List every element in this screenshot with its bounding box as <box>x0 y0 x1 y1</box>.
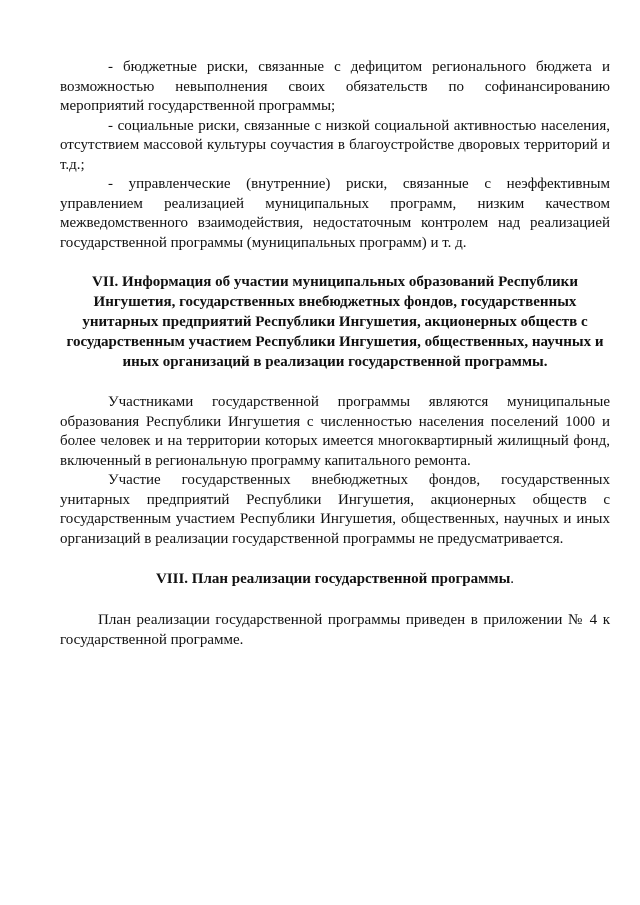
section-viii-heading <box>60 569 610 589</box>
section-vii-paragraph-participants: Участниками государственной программы являются муниципальные образования Республики Ингушетия с численностью населения поселений 1000 и более человек и на территории которых имеется многоквартирный жилищный фонд, включенный в региональную программу капитального ремонта. <box>60 394 610 469</box>
risk-management-paragraph: - управленческие (внутренние) риски, связанные с неэффективным управлением реализацией муниципальных программ, низким качеством межведомственного взаимодействия, недостаточным контролем над реализацией государственной программы (муниципальных программ) и т. д. <box>60 176 610 251</box>
document-page <box>60 58 610 650</box>
section-vii-paragraph-funds: Участие государственных внебюджетных фондов, государственных унитарных предприятий Республики Ингушетия, акционерных обществ с государственным участием Республики Ингушетия, общественных, научных и иных организаций в реализации государственной программы не предусматривается. <box>60 472 610 547</box>
section-viii-heading-period: . <box>510 571 515 587</box>
section-viii-paragraph: План реализации государственной программы приведен в приложении № 4 к государственной программе. <box>60 612 610 648</box>
risk-budget-paragraph: - бюджетные риски, связанные с дефицитом регионального бюджета и возможностью невыполнения своих обязательств по софинансированию мероприятий государственной программы; <box>60 59 610 114</box>
section-viii-heading-text: VIII. План реализации государственной программы <box>155 571 511 587</box>
section-vii-heading: VII. Информация об участии муниципальных образований Республики Ингушетия, государственных внебюджетных фондов, государственных унитарных предприятий Республики Ингушетия, акционерных обществ с государственным участием Республики Ингушетия, общественных, научных и иных организаций в реализации государственной программы. <box>66 274 604 370</box>
risk-social-paragraph: - социальные риски, связанные с низкой социальной активностью населения, отсутствием массовой культуры соучастия в благоустройстве дворовых территорий и т.д.; <box>60 117 610 173</box>
